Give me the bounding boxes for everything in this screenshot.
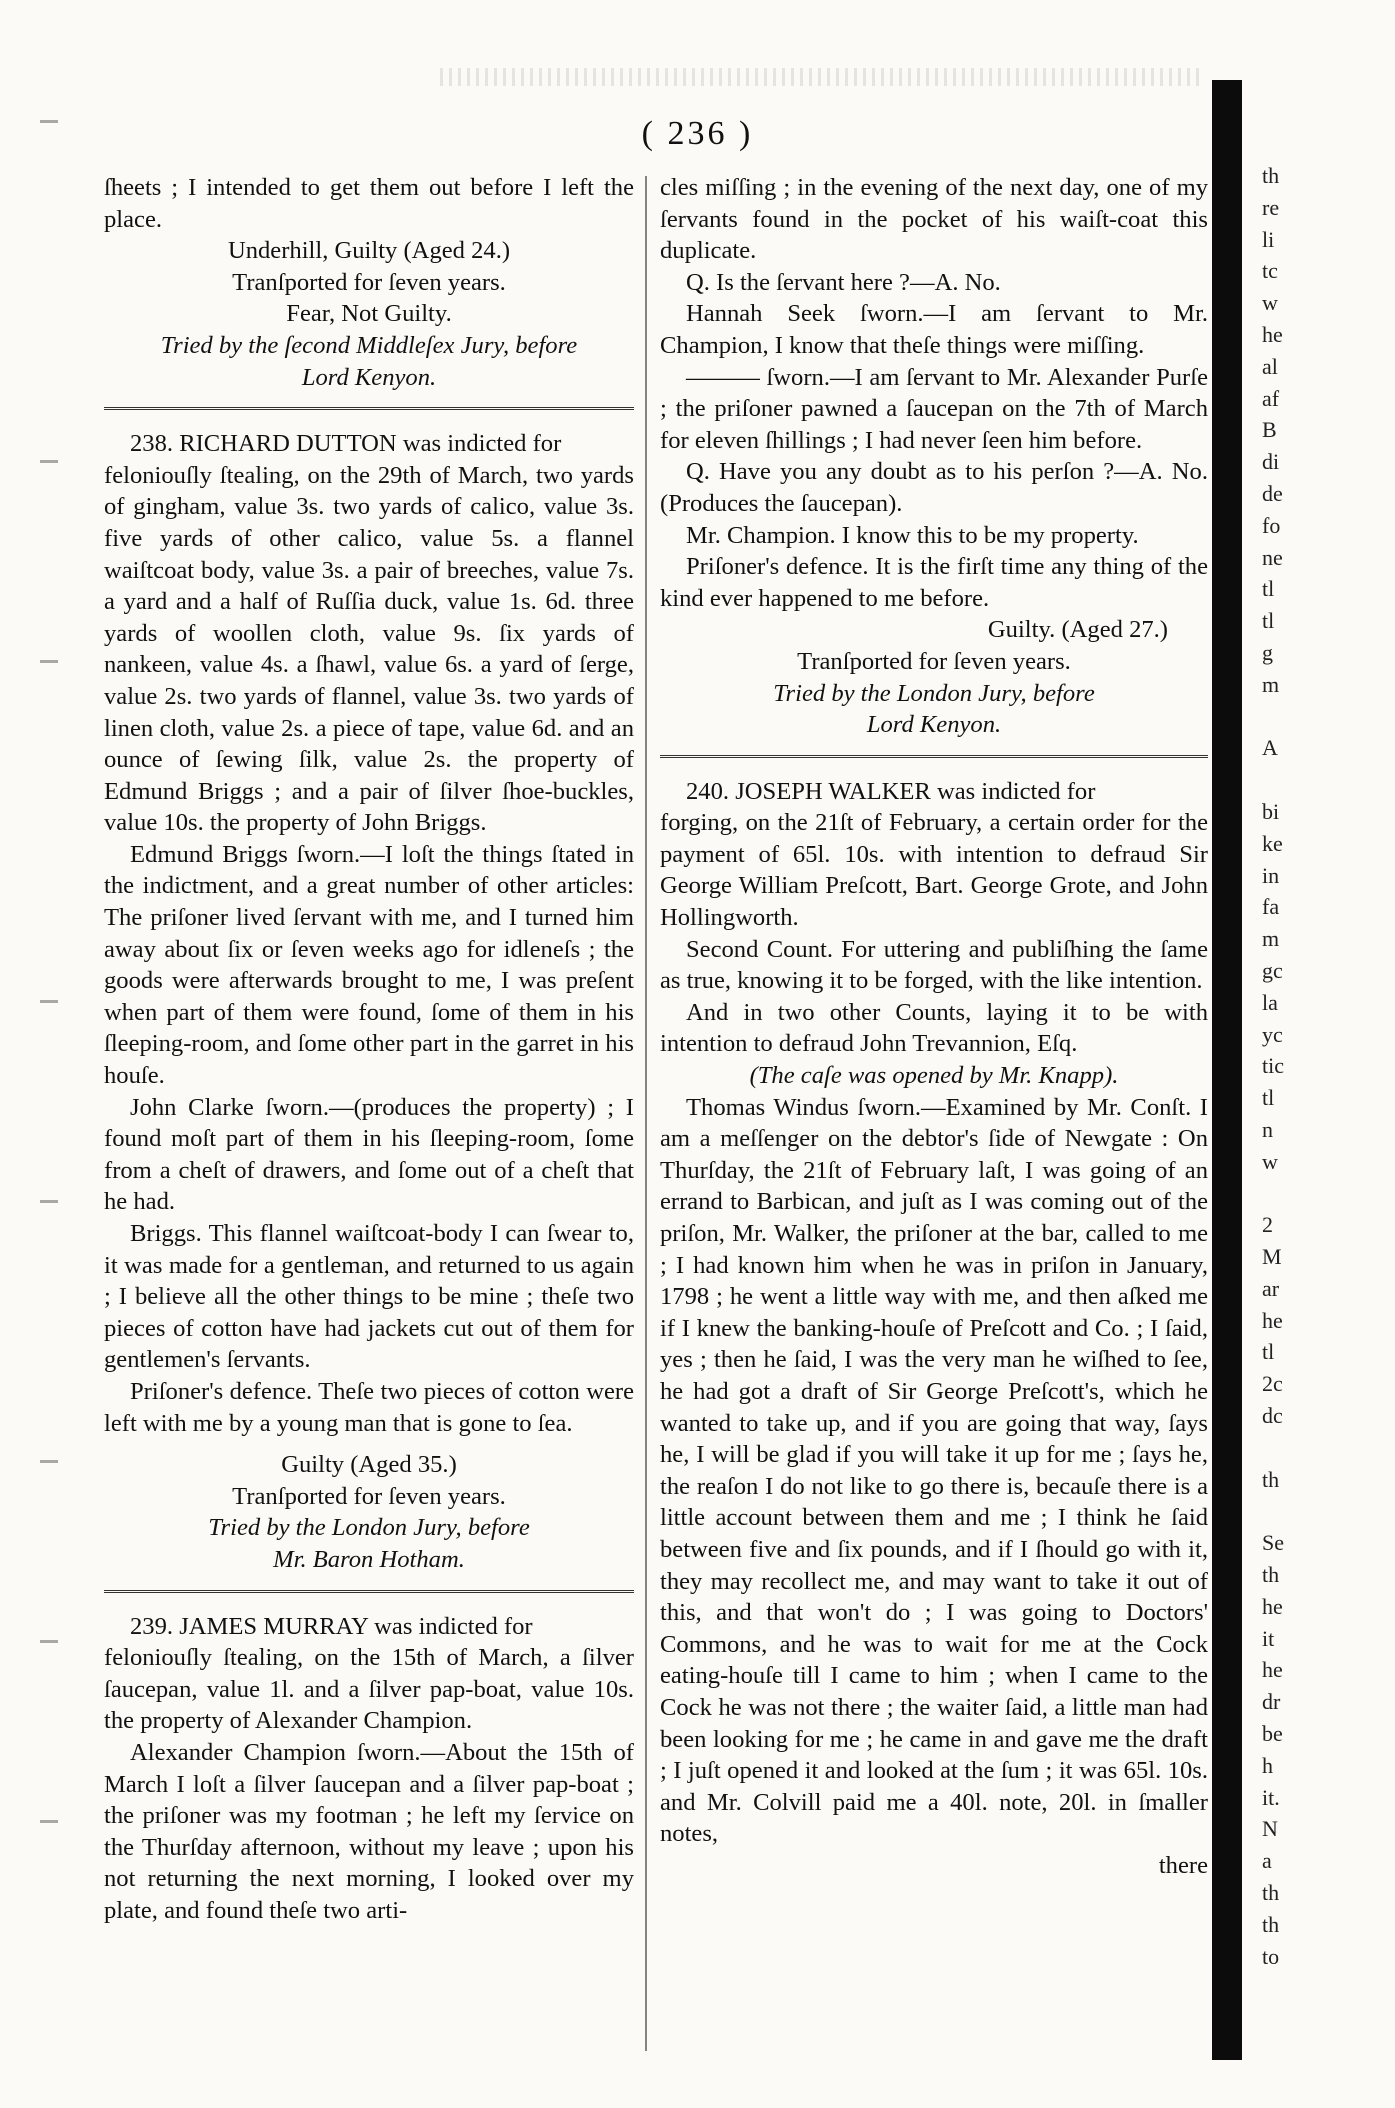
bleed-fragment: re — [1262, 194, 1280, 220]
bleed-fragment: tl — [1262, 1339, 1275, 1365]
bleed-fragment: th — [1262, 1562, 1280, 1588]
testimony-briggs: Edmund Briggs ſworn.—I loſt the things ſtated in the indictment, and a great number of other articles: The priſoner lived ſervant with me, and I turned him away about ſix or ſeven weeks ago for idleneſs ; the goods were afterwards brought to me, I was preſent when part of them were found, ſome of them in his ſleeping-room, and ſome other part in the garret in his houſe. — [104, 840, 634, 1090]
section-rule — [104, 1590, 634, 1593]
bleed-fragment: tl — [1262, 1085, 1275, 1111]
bleed-fragment: M — [1262, 1244, 1282, 1270]
facing-page-bleed — [1262, 160, 1322, 1972]
bleed-fragment: yc — [1262, 1021, 1283, 1047]
gutter-shadow — [1212, 80, 1242, 2060]
bleed-fragment: 2c — [1262, 1371, 1283, 1397]
bleed-fragment: 2 — [1262, 1212, 1273, 1238]
trial-judge: Lord Kenyon. — [301, 363, 437, 391]
bleed-fragment: g — [1262, 639, 1273, 665]
bleed-fragment: li — [1262, 226, 1275, 252]
left-margin-marks — [40, 120, 70, 2020]
bleed-fragment: Se — [1262, 1530, 1284, 1556]
question-2: Q. Have you any doubt as to his perſon ?—A. No. (Produces the ſaucepan). — [660, 458, 1208, 517]
case-239-continuation: cles miſſing ; in the evening of the next day, one of my ſervants found in the pocket of his waiſt-coat this duplicate. — [660, 174, 1208, 265]
section-rule — [660, 755, 1208, 758]
bleed-fragment: fa — [1262, 894, 1280, 920]
verdict-238: Guilty (Aged 35.) — [281, 1451, 457, 1479]
scan-noise — [440, 68, 1200, 86]
case-238-indictment: feloniouſly ſtealing, on the 29th of March, two yards of gingham, value 3s. two yards of calico, value 3s. five yards of other calico, value 5s. a flannel waiſtcoat body, value 3s. a pair of breeches, value 7s. a yard and a half of Ruſſia duck, value 1s. 6d. three yards of woollen cloth, value 9s. ſix yards of nankeen, value 4s. a ſhawl, value 6s. a yard of ſerge, value 2s. two yards of flannel, value 3s. two yards of linen cloth, value 2s. a piece of tape, value 6d. and an ounce of ſewing ſilk, value 2s. the property of Edmund Briggs ; and a pair of ſilver ſhoe-buckles, value 10s. the property of John Briggs. — [104, 461, 634, 837]
bleed-fragment — [1262, 701, 1322, 733]
trial-judge-239: Lord Kenyon. — [866, 711, 1002, 739]
bleed-fragment: it — [1262, 1625, 1275, 1651]
trial-note: Tried by the ſecond Middleſex Jury, before — [160, 331, 578, 359]
bleed-fragment: A — [1262, 735, 1278, 761]
bleed-fragment: th — [1262, 1466, 1280, 1492]
verdict-underhill: Underhill, Guilty (Aged 24.) — [227, 237, 511, 265]
column-divider — [645, 176, 647, 2051]
continuation-line: ſheets ; I intended to get them out before I left the — [104, 174, 634, 201]
bleed-fragment — [1262, 764, 1322, 796]
bleed-fragment: dc — [1262, 1403, 1283, 1429]
champion-statement: Mr. Champion. I know this to be my property. — [686, 521, 1139, 549]
bleed-fragment: ne — [1262, 544, 1283, 570]
bleed-fragment: a — [1262, 1848, 1272, 1874]
bleed-fragment: he — [1262, 1307, 1283, 1333]
bleed-fragment: m — [1262, 671, 1280, 697]
bleed-fragment: tl — [1262, 608, 1275, 634]
case-240-indictment: forging, on the 21ſt of February, a certain order for the payment of 65l. 10s. with intention to defraud Sir George William Preſcott, Bart. George Grote, and John Hollingworth. — [660, 809, 1208, 932]
bleed-fragment: gc — [1262, 957, 1283, 983]
defence-239: Priſoner's defence. It is the firſt time any thing of the kind ever happened to me before. — [660, 553, 1208, 612]
page-number: ( 236 ) — [641, 115, 754, 152]
bleed-fragment: n — [1262, 1116, 1273, 1142]
case-239-heading: 239. JAMES MURRAY was indicted for — [130, 1612, 533, 1640]
bleed-fragment: th — [1262, 1880, 1280, 1906]
testimony-briggs-again: Briggs. This flannel waiſtcoat-body I can ſwear to, it was made for a gentleman, and returned to us again ; I believe all the other things to be mine ; theſe two pieces of cotton have had jackets cut out of them for gentlemen's ſervants. — [104, 1220, 634, 1374]
bleed-fragment: he — [1262, 321, 1283, 347]
bleed-fragment: dr — [1262, 1689, 1281, 1715]
defence-238: Priſoner's defence. Theſe two pieces of cotton were left with me by a young man that is gone to ſea. — [104, 1377, 634, 1437]
bleed-fragment: he — [1262, 1657, 1283, 1683]
right-column — [660, 172, 1208, 1881]
bleed-fragment: it. — [1262, 1784, 1280, 1810]
catchword: there — [1158, 1851, 1208, 1879]
testimony-champion: Alexander Champion ſworn.—About the 15th of March I loſt a ſilver ſaucepan and a ſilver pap-boat ; the priſoner was my footman ; he left my ſervice on the Thurſday afternoon, without my leave ; upon his not returning the next morning, I looked over my plate, and found theſe two arti- — [104, 1738, 634, 1924]
case-240-heading: 240. JOSEPH WALKER was indicted for — [686, 777, 1096, 805]
bleed-fragment — [1262, 1178, 1322, 1210]
bleed-fragment: to — [1262, 1943, 1280, 1969]
sentence-underhill: Tranſported for ſeven years. — [232, 268, 506, 296]
bleed-fragment: th — [1262, 1911, 1280, 1937]
bleed-fragment: h — [1262, 1752, 1273, 1778]
bleed-fragment: de — [1262, 480, 1283, 506]
trial-judge-238: Mr. Baron Hotham. — [273, 1545, 465, 1573]
second-count: Second Count. For uttering and publiſhing the ſame as true, knowing it to be forged, with the like intention. — [660, 935, 1208, 995]
case-239-indictment: feloniouſly ſtealing, on the 15th of March, a ſilver ſaucepan, value 1l. and a ſilver pap-boat, value 10s. the property of Alexander Champion. — [104, 1644, 634, 1735]
case-238-heading: 238. RICHARD DUTTON was indicted for — [130, 430, 562, 458]
bleed-fragment: ke — [1262, 830, 1283, 856]
bleed-fragment: B — [1262, 417, 1277, 443]
trial-note-238: Tried by the London Jury, before — [208, 1514, 530, 1542]
bleed-fragment: w — [1262, 1148, 1278, 1174]
left-column — [104, 172, 634, 1926]
section-rule — [104, 407, 634, 410]
bleed-fragment: di — [1262, 449, 1280, 475]
bleed-fragment: w — [1262, 290, 1278, 316]
verdict-fear: Fear, Not Guilty. — [286, 300, 452, 328]
other-counts: And in two other Counts, laying it to be with intention to defraud John Trevannion, Eſq. — [660, 998, 1208, 1058]
bleed-fragment: ar — [1262, 1275, 1280, 1301]
bleed-fragment: al — [1262, 353, 1278, 379]
trial-note-239: Tried by the London Jury, before — [773, 679, 1095, 707]
bleed-fragment — [1262, 1432, 1322, 1464]
bleed-fragment: fo — [1262, 512, 1281, 538]
bleed-fragment: th — [1262, 163, 1280, 188]
bleed-fragment: N — [1262, 1816, 1278, 1842]
testimony-seek: Hannah Seek ſworn.—I am ſervant to Mr. Champion, I know that theſe things were miſſing. — [660, 300, 1208, 359]
bleed-fragment: af — [1262, 385, 1280, 411]
bleed-fragment: he — [1262, 1593, 1283, 1619]
bleed-fragment — [1262, 1495, 1322, 1527]
continuation-line: place. — [104, 205, 163, 233]
bleed-fragment: tic — [1262, 1053, 1284, 1079]
bleed-fragment: in — [1262, 862, 1280, 888]
bleed-fragment: tc — [1262, 258, 1278, 284]
bleed-fragment: la — [1262, 989, 1278, 1015]
verdict-239: Guilty. (Aged 27.) — [987, 616, 1168, 644]
testimony-windus: Thomas Windus ſworn.—Examined by Mr. Conſt. I am a meſſenger on the debtor's ſide of Newgate : On Thurſday, the 21ſt of February laſt, I was going of an errand to Barbican, and juſt as I was coming out of the priſon, Mr. Walker, the priſoner at the bar, called to me ; I had known him when he was in priſon in January, 1798 ; he went a little way with me, and then aſked me if I knew the banking-houſe of Preſcott and Co. ; I ſaid, yes ; then he ſaid, I was the very man he wiſhed to ſee, he had got a draft of Sir George Preſcott's, which he wanted to take up, and if you are going that way, ſays he, I will be glad if you will take it up for me ; ſays he, the reaſon I do not like to go there is, becauſe there is a little account between them and me ; I think he ſaid between five and ſix pounds, and if I ſhould go with it, they may recollect me, and may want to take it out of this, and that won't do ; I was going to Doctors' Commons, and he was to wait for me at the Cock eating-houſe till I came to him ; when I came to the Cock he was not there ; the waiter ſaid, a little man had been looking for me ; he came in and gave me the draft ; I juſt opened it and looked at the ſum ; it was 65l. 10s. and Mr. Colvill paid me a 40l. note, 20l. in ſmaller notes, — [660, 1093, 1208, 1848]
bleed-fragment: bi — [1262, 798, 1280, 824]
sentence-239: Tranſported for ſeven years. — [797, 647, 1071, 675]
testimony-clarke: John Clarke ſworn.—(produces the property) ; I found moſt part of them in his ſleeping-room, ſome from a cheſt of drawers, and ſome out of a cheſt that he had. — [104, 1093, 634, 1216]
bleed-fragment: be — [1262, 1721, 1283, 1747]
bleed-fragment: tl — [1262, 576, 1275, 602]
bleed-fragment: m — [1262, 926, 1280, 952]
question-1: Q. Is the ſervant here ?—A. No. — [686, 268, 1001, 296]
testimony-pawnbroker: ——— ſworn.—I am ſervant to Mr. Alexander Purſe ; the priſoner pawned a ſaucepan on the 7th of March for eleven ſhillings ; I had never ſeen him before. — [660, 363, 1208, 454]
sentence-238: Tranſported for ſeven years. — [232, 1482, 506, 1510]
case-opened-note: (The caſe was opened by Mr. Knapp). — [749, 1062, 1119, 1090]
